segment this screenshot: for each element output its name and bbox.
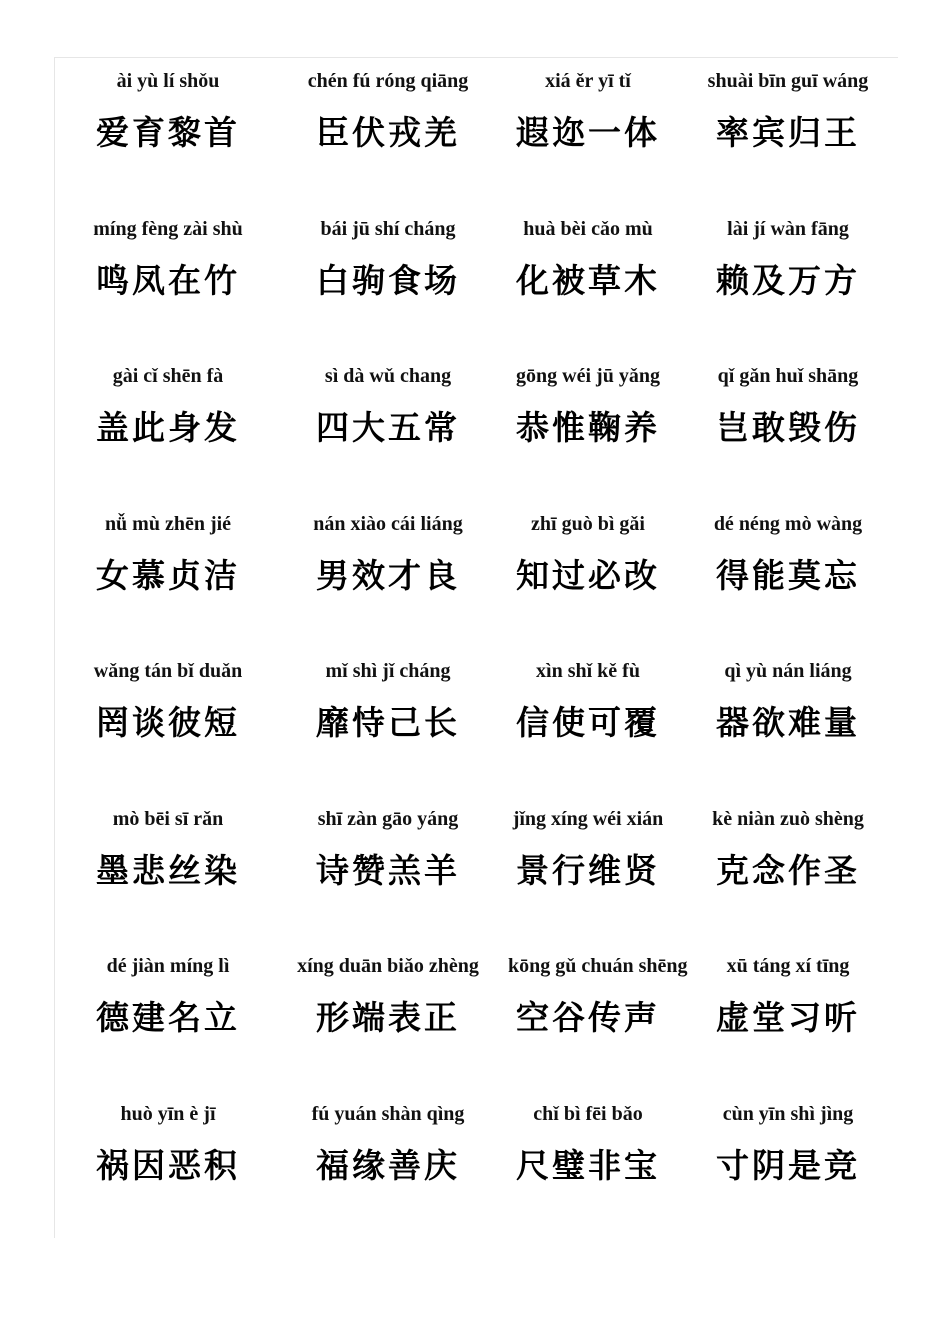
- pinyin-text: fú yuán shàn qìng: [311, 1102, 465, 1125]
- phrase-cell: [668, 215, 908, 363]
- pinyin-text: nǚ mù zhēn jié: [104, 512, 232, 535]
- pinyin-text: zhī guò bì gǎi: [531, 512, 645, 535]
- hanzi-text: 女慕贞洁: [96, 555, 240, 595]
- grid-row: [68, 1100, 908, 1248]
- pinyin-text: lài jí wàn fāng: [727, 217, 849, 240]
- pinyin-text: xìn shǐ kě fù: [536, 660, 640, 682]
- phrase-cell: [268, 1100, 508, 1248]
- grid-row: [68, 510, 908, 658]
- phrase-cell: [508, 67, 668, 215]
- hanzi-text: 赖及万方: [716, 260, 860, 300]
- phrase-cell: [68, 362, 268, 510]
- hanzi-text: 白驹食场: [316, 260, 460, 300]
- phrase-cell: [68, 1100, 268, 1248]
- pinyin-text: ài yù lí shǒu: [116, 70, 220, 92]
- hanzi-text: 男效才良: [316, 555, 460, 595]
- pinyin-text: míng fèng zài shù: [93, 217, 243, 240]
- phrase-cell: [508, 952, 688, 1100]
- hanzi-text: 虚堂习听: [716, 998, 860, 1037]
- hanzi-text: 臣伏戎羌: [316, 113, 460, 152]
- hanzi-text: 知过必改: [516, 555, 660, 595]
- pinyin-text: dé néng mò wàng: [713, 512, 863, 535]
- phrase-cell: [68, 510, 268, 658]
- hanzi-text: 空谷传声: [516, 998, 660, 1037]
- phrase-cell: [508, 215, 668, 363]
- phrase-cell: [508, 657, 668, 805]
- hanzi-text: 爱育黎首: [96, 113, 240, 152]
- phrase-cell: [668, 362, 908, 510]
- phrase-cell: [268, 657, 508, 805]
- phrase-cell: [668, 805, 908, 953]
- phrase-cell: [268, 215, 508, 363]
- hanzi-text: 信使可覆: [516, 703, 660, 742]
- pinyin-text: kè niàn zuò shèng: [712, 807, 864, 830]
- phrase-cell: [68, 657, 268, 805]
- hanzi-text: 四大五常: [316, 408, 460, 447]
- pinyin-text: cùn yīn shì jìng: [722, 1102, 854, 1125]
- pinyin-text: qǐ gǎn huǐ shāng: [717, 365, 859, 387]
- pinyin-text: mò bēi sī rǎn: [112, 807, 224, 830]
- grid-row: [68, 952, 908, 1100]
- pinyin-text: nán xiào cái liáng: [313, 512, 463, 535]
- hanzi-text: 鸣凤在竹: [96, 260, 240, 300]
- hanzi-text: 尺璧非宝: [516, 1145, 660, 1185]
- pinyin-text: kōng gǔ chuán shēng: [508, 955, 688, 977]
- hanzi-text: 器欲难量: [716, 703, 860, 742]
- pinyin-text: gōng wéi jū yǎng: [516, 365, 660, 387]
- hanzi-text: 得能莫忘: [716, 555, 860, 595]
- phrase-cell: [508, 805, 668, 953]
- pinyin-text: jǐng xíng wéi xián: [512, 807, 664, 830]
- phrase-cell: [268, 510, 508, 658]
- hanzi-text: 景行维贤: [516, 850, 660, 890]
- phrase-cell: [508, 1100, 668, 1248]
- pinyin-text: bái jū shí cháng: [320, 217, 456, 240]
- phrase-cell: [68, 215, 268, 363]
- phrase-cell: [668, 67, 908, 215]
- hanzi-text: 岂敢毁伤: [716, 408, 860, 447]
- phrase-cell: [68, 952, 268, 1100]
- text-grid: [68, 67, 908, 1247]
- hanzi-text: 克念作圣: [716, 850, 860, 890]
- hanzi-text: 形端表正: [316, 998, 460, 1037]
- hanzi-text: 化被草木: [516, 260, 660, 300]
- grid-row: [68, 362, 908, 510]
- phrase-cell: [508, 510, 668, 658]
- hanzi-text: 德建名立: [96, 998, 240, 1037]
- pinyin-text: huà bèi cǎo mù: [523, 217, 653, 240]
- pinyin-text: chǐ bì fēi bǎo: [533, 1102, 643, 1125]
- phrase-cell: [668, 1100, 908, 1248]
- phrase-cell: [268, 805, 508, 953]
- grid-row: [68, 215, 908, 363]
- pinyin-text: chén fú róng qiāng: [307, 70, 469, 92]
- hanzi-text: 诗赞羔羊: [316, 850, 460, 890]
- phrase-cell: [68, 805, 268, 953]
- pinyin-text: mǐ shì jǐ cháng: [325, 660, 451, 682]
- phrase-cell: [668, 952, 908, 1100]
- pinyin-text: dé jiàn míng lì: [106, 955, 230, 977]
- pinyin-text: gài cǐ shēn fà: [112, 365, 224, 387]
- hanzi-text: 祸因恶积: [96, 1145, 240, 1185]
- hanzi-text: 靡恃己长: [316, 703, 460, 742]
- phrase-cell: [68, 67, 268, 215]
- pinyin-text: shī zàn gāo yáng: [317, 807, 459, 830]
- pinyin-text: xū táng xí tīng: [726, 955, 850, 977]
- hanzi-text: 盖此身发: [96, 408, 240, 447]
- phrase-cell: [508, 362, 668, 510]
- grid-row: [68, 805, 908, 953]
- phrase-cell: [268, 67, 508, 215]
- hanzi-text: 遐迩一体: [516, 113, 660, 152]
- phrase-cell: [268, 362, 508, 510]
- hanzi-text: 罔谈彼短: [96, 703, 240, 742]
- hanzi-text: 率宾归王: [716, 113, 860, 152]
- hanzi-text: 寸阴是竞: [716, 1145, 860, 1185]
- hanzi-text: 恭惟鞠养: [516, 408, 660, 447]
- pinyin-text: sì dà wǔ chang: [324, 365, 452, 387]
- pinyin-text: wǎng tán bǐ duǎn: [93, 660, 243, 682]
- phrase-cell: [668, 657, 908, 805]
- pinyin-text: xiá ěr yī tǐ: [545, 70, 631, 92]
- pinyin-text: huò yīn è jī: [120, 1102, 216, 1125]
- hanzi-text: 墨悲丝染: [96, 850, 240, 890]
- grid-row: [68, 657, 908, 805]
- pinyin-text: qì yù nán liáng: [724, 660, 852, 682]
- phrase-cell: [668, 510, 908, 658]
- pinyin-text: shuài bīn guī wáng: [707, 70, 869, 92]
- phrase-cell: [268, 952, 508, 1100]
- pinyin-text: xíng duān biǎo zhèng: [297, 955, 479, 977]
- hanzi-text: 福缘善庆: [316, 1145, 460, 1185]
- grid-row: [68, 67, 908, 215]
